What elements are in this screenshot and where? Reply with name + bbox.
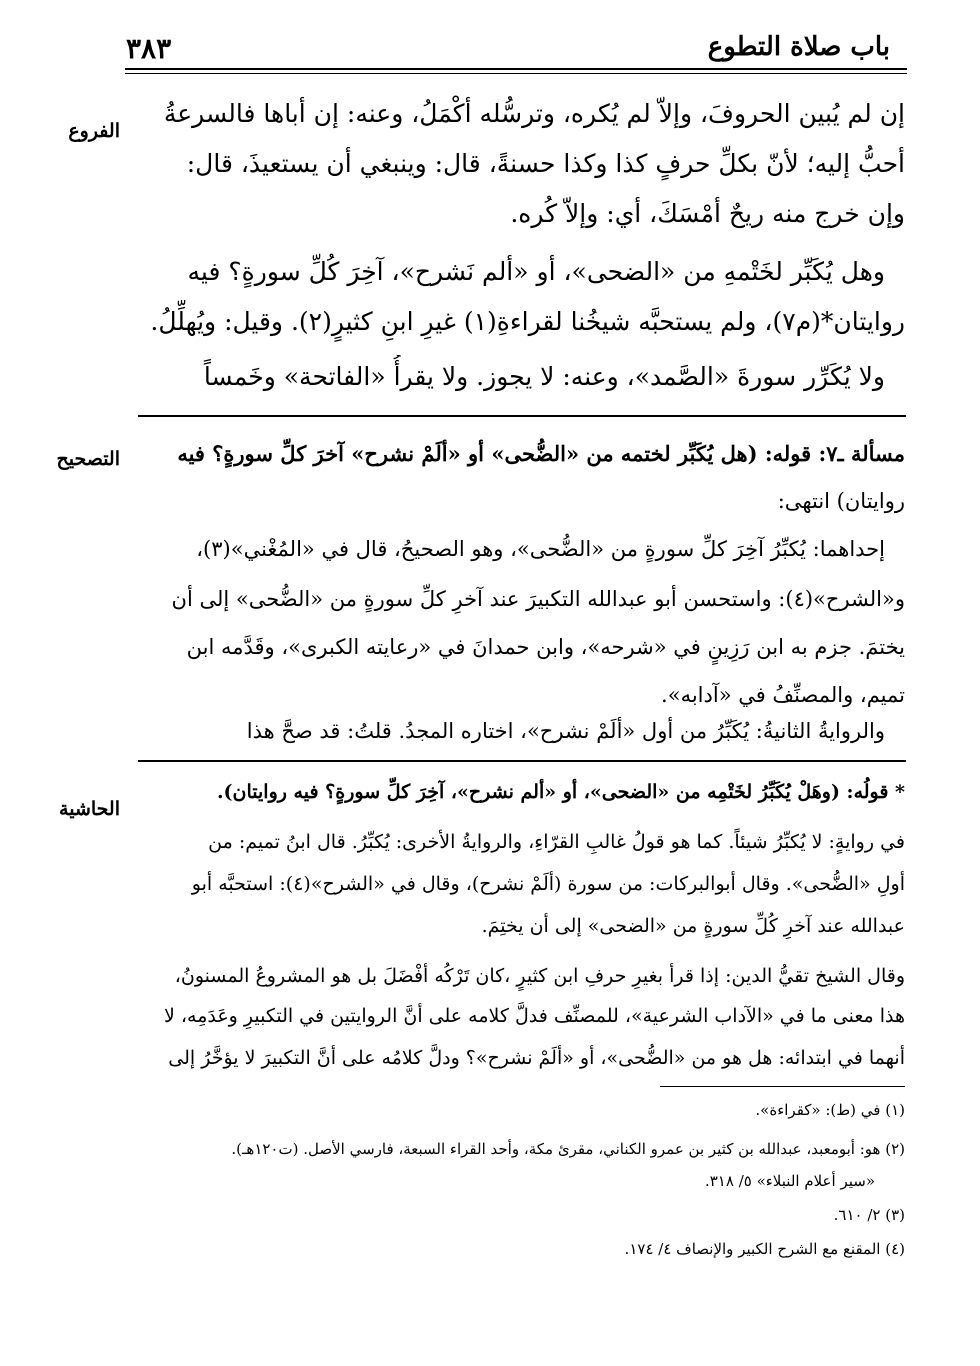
- tashih-line: والروايةُ الثانيةُ: يُكَبِّرُ من أول «ألَمْ نشرح»، اختاره المجدُ. قلتُ: قد صحَّ هذا: [246, 719, 885, 743]
- furu-line: ولا يُكَرِّر سورةَ «الصَّمد»، وعنه: لا يجوز. ولا يقرأُ «الفاتحة» وخَمساً: [203, 362, 885, 391]
- label-hashiya: الحاشية: [59, 798, 120, 820]
- label-furu: الفروع: [68, 120, 120, 142]
- furu-line: وهل يُكَبِّر لخَتْمهِ من «الضحى»، أو «ألم نَشرح»، آخِرَ كُلِّ سورةٍ؟ فيه: [187, 257, 885, 286]
- footnote: «سير أعلام النبلاء» ٥/ ٣١٨.: [704, 1172, 875, 1190]
- tashih-line: مسألة ـ٧: قوله: (هل يُكَبِّر لختمه من «الضُّحى» أو «ألَمْ نشرح» آخرَ كلِّ سورةٍ؟ فيه: [177, 441, 905, 466]
- footnote: (٤) المقنع مع الشرح الكبير والإنصاف ٤/ ١٧٤.: [624, 1240, 905, 1258]
- page-number: ٣٨٣: [126, 32, 172, 65]
- tashih-line: و«الشرح»(٤): واستحسن أبو عبدالله التكبيرَ عند آخرِ كلِّ سورةٍ من «الضُّحى» إلى أن: [171, 587, 905, 611]
- section-divider: [138, 415, 906, 417]
- hashiya-line: أنهما في ابتدائه: هل هو من «الضُّحى»، أو «ألَمْ نشرح»؟ ودلَّ كلامُه على أنَّ التكبيرَ لا يؤخَّرُ إلى: [168, 1047, 905, 1069]
- tashih-line: روايتان) انتهى:: [777, 489, 905, 513]
- hashiya-line: وقال الشيخ تقيُّ الدين: إذا قرأ بغيرِ حرفِ ابن كثيرٍ ،كان تَرْكُه أفْضَلَ بل هو المشروعُ المسنونُ،: [174, 965, 905, 987]
- furu-line: أحبُّ إليه؛ لأنّ بكلِّ حرفٍ كذا وكذا حسنةً، قال: وينبغي أن يستعيذَ، قال:: [186, 149, 905, 178]
- running-title: باب صلاة التطوع: [707, 32, 890, 62]
- header-rule: [125, 68, 907, 70]
- tashih-line: تميم، والمصنِّفُ في «آدابه».: [661, 683, 905, 707]
- hashiya-line: أولِ «الضُّحى». وقال أبوالبركات: من سورة (ألَمْ نشرح)، وقال في «الشرح»(٤): استحبَّه أبو: [191, 873, 905, 895]
- footnote: (٣) ٢/ ٦١٠.: [833, 1206, 905, 1224]
- label-tashih: التصحيح: [56, 448, 120, 470]
- footnote: (٢) هو: أبومعبد، عبدالله بن كثير بن عمرو الكناني، مقرئ مكة، وأحد القراء السبعة، فارسي الأصل. (ت١٢٠هـ).: [231, 1140, 905, 1158]
- hashiya-line: * قولُه: (وهَلْ يُكَبِّرُ لخَتْمِه من «الضحى»، أو «ألم نشرح»، آخِرَ كلِّ سورةٍ؟ فيه روايتان).: [216, 781, 905, 803]
- tashih-line: يختمَ. جزم به ابن رَزِينٍ في «شرحه»، وابن حمدانَ في «رعايته الكبرى»، وقَدَّمه ابن: [186, 635, 905, 659]
- hashiya-line: في روايةٍ: لا يُكبِّرُ شيئاً. كما هو قولُ غالبِ القرّاءِ، والروايةُ الأخرى: يُكبِّرُ. قال ابنُ تميم: من: [208, 831, 905, 853]
- hashiya-line: عبدالله عند آخرِ كُلِّ سورةٍ من «الضحى» إلى أن يختِمَ.: [481, 915, 905, 937]
- header-rule-thin: [125, 73, 907, 74]
- footnote: (١) في (ط): «كقراءة».: [755, 1101, 905, 1119]
- furu-line: إن لم يُبين الحروفَ، وإلاّ لم يُكره، وترسُّله أكْمَلُ، وعنه: إن أباها فالسرعةُ: [163, 99, 905, 128]
- hashiya-line: هذا معنى ما في «الآداب الشرعية»، للمصنِّف فدلَّ كلامه على أنَّ الروايتين في التكبيرِ وعَدَمِه، لا: [164, 1005, 905, 1027]
- footnote-rule: [660, 1086, 905, 1087]
- furu-line: وإن خرج منه ريحٌ أمْسَكَ، أي: وإلاّ كُره.: [510, 199, 905, 228]
- furu-line: روايتان*(م٧)، ولم يستحبَّه شيخُنا لقراءةِ(١) غيرِ ابنِ كثيرٍ(٢). وقيل: ويُهلِّلُ.: [150, 307, 905, 336]
- tashih-line: إحداهما: يُكبِّرُ آخِرَ كلِّ سورةٍ من «الضُّحى»، وهو الصحيحُ، قال في «المُغْني»(٣)،: [196, 537, 885, 561]
- section-divider: [138, 760, 906, 762]
